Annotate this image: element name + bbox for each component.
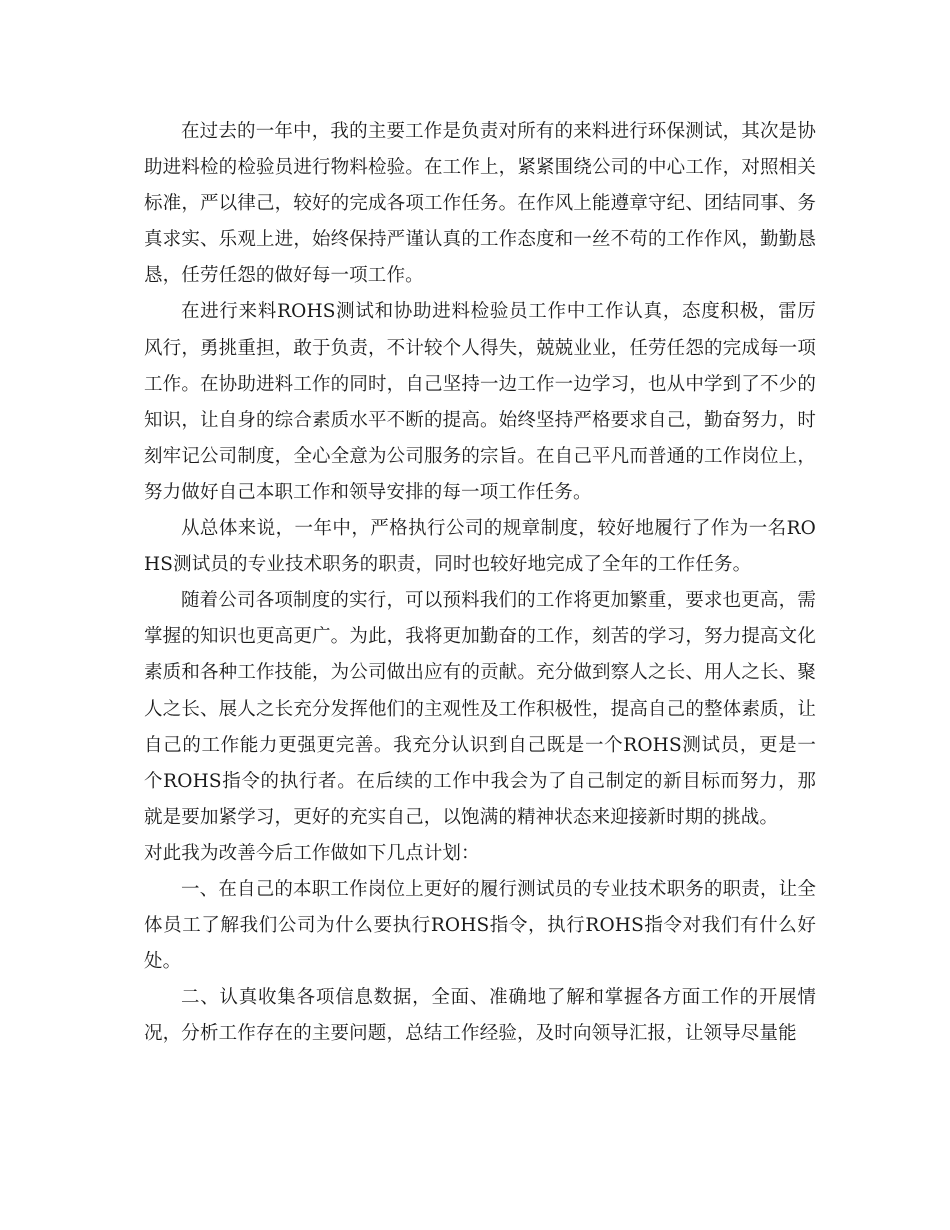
paragraph-plan-item-2: 二、认真收集各项信息数据，全面、准确地了解和掌握各方面工作的开展情况，分析工作存在的主要问题，总结工作经验，及时向领导汇报，让领导尽量能 [144,987,816,1045]
paragraph-annual-work: 在过去的一年中，我的主要工作是负责对所有的来料进行环保测试，其次是协助进料检的检验员进行物料检验。在工作上，紧紧围绕公司的中心工作，对照相关标准，严以律己，较好的完成各项工作任务。在作风上能遵章守纪、团结同事、务真求实、乐观上进，始终保持严谨认真的工作态度和一丝不苟的工作作风，勤勤恳恳，任劳任怨的做好每一项工作。 [144,121,816,287]
paragraph-rohs-testing: 在进行来料ROHS测试和协助进料检验员工作中工作认真，态度积极，雷厉风行，勇挑重担，敢于负责，不计较个人得失，兢兢业业，任劳任怨的完成每一项工作。在协助进料工作的同时，自己坚持一边工作一边学习，也从中学到了不少的知识，让自身的综合素质水平不断的提高。始终坚持严格要求自己，勤奋努力，时刻牢记公司制度，全心全意为公司服务的宗旨。在自己平凡而普通的工作岗位上，努力做好自己本职工作和领导安排的每一项工作任务。 [144,301,816,503]
paragraph-plan-intro: 对此我为改善今后工作做如下几点计划： [144,842,480,864]
paragraph-overall-summary: 从总体来说，一年中，严格执行公司的规章制度，较好地履行了作为一名ROHS测试员的专业技术职务的职责，同时也较好地完成了全年的工作任务。 [144,518,816,576]
paragraph-future-outlook: 随着公司各项制度的实行，可以预料我们的工作将更加繁重，要求也更高，需掌握的知识也更高更广。为此，我将更加勤奋的工作，刻苦的学习，努力提高文化素质和各种工作技能，为公司做出应有的贡献。充分做到察人之长、用人之长、聚人之长、展人之长充分发挥他们的主观性及工作积极性，提高自己的整体素质，让自己的工作能力更强更完善。我充分认识到自己既是一个ROHS测试员，更是一个ROHS指令的执行者。在后续的工作中我会为了自己制定的新目标而努力，那就是要加紧学习，更好的充实自己，以饱满的精神状态来迎接新时期的挑战。 [144,590,816,828]
paragraph-plan-item-1: 一、在自己的本职工作岗位上更好的履行测试员的专业技术职务的职责，让全体员工了解我们公司为什么要执行ROHS指令，执行ROHS指令对我们有什么好处。 [144,878,816,973]
document-body [144,114,816,1052]
